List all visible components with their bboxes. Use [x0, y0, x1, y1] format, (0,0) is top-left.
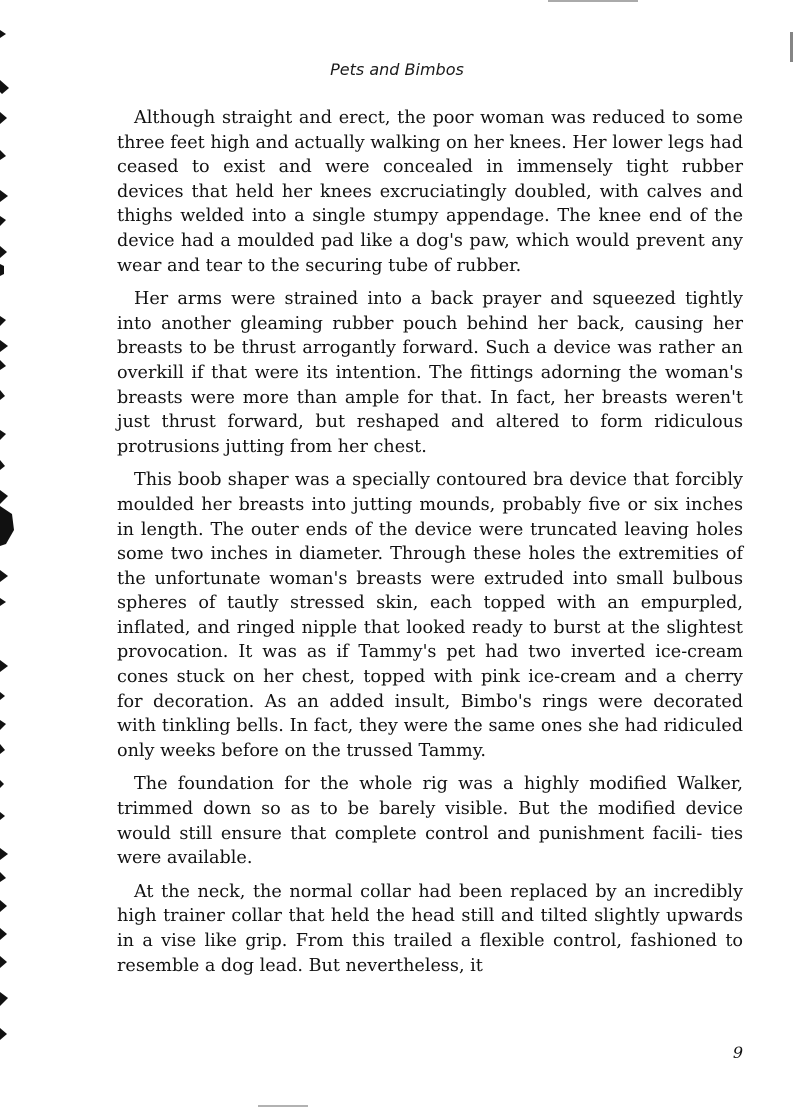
- body-text: [117, 106, 743, 987]
- paragraph-4: The foundation for the whole rig was a highly modified Walker, trimmed down so as to be barely visible. But the modified device would still ensure that complete control and punishment facili- ties were available.: [117, 774, 743, 869]
- scan-artifact-top: [548, 0, 638, 2]
- paragraph-3: This boob shaper was a specially contoured bra device that forcibly moulded her breasts into jutting mounds, probably five or six inches in length. The outer ends of the device were truncated leaving holes some two inches in diameter. Through these holes the extremities of the unfortunate woman's breasts were extruded into small bulbous spheres of tautly stressed skin, each topped with an empurpled, inflated, and ringed nipple that looked ready to burst at the slightest provocation. It was as if Tammy's pet had two inverted ice-cream cones stuck on her chest, topped with pink ice-cream and a cherry for decoration. As an added insult, Bimbo's rings were decorated with tinkling bells. In fact, they were the same ones she had ridiculed only weeks before on the trussed Tammy.: [117, 470, 743, 761]
- page-number: 9: [732, 1043, 743, 1062]
- running-header: Pets and Bimbos: [330, 60, 464, 79]
- paragraph-2: Her arms were strained into a back prayer and squeezed tightly into another gleaming rubber pouch behind her back, causing her breasts to be thrust arrogantly forward. Such a device was rather an overkill if that were its intention. The fittings adorning the woman's breasts were more than ample for that. In fact, her breasts weren't just thrust forward, but reshaped and altered to form ridiculous protrusions jutting from her chest.: [117, 289, 743, 457]
- paragraph-5: At the neck, the normal collar had been replaced by an incredibly high trainer collar that held the head still and tilted slightly upwards in a vise like grip. From this trailed a flexible control, fashioned to resemble a dog lead. But nevertheless, it: [117, 881, 743, 976]
- scan-artifact-bottom: [258, 1105, 308, 1107]
- paragraph-1: Although straight and erect, the poor woman was reduced to some three feet high and actually walking on her knees. Her lower legs had ceased to exist and were concealed in immensely tight rubber devices that held her knees excruciatingly doubled, with calves and thighs welded into a single stumpy appendage. The knee end of the device had a moulded pad like a dog's paw, which would prevent any wear and tear to the securing tube of rubber.: [117, 108, 743, 276]
- binding-edge-marks: [0, 20, 14, 1060]
- scan-artifact-right: [790, 32, 793, 62]
